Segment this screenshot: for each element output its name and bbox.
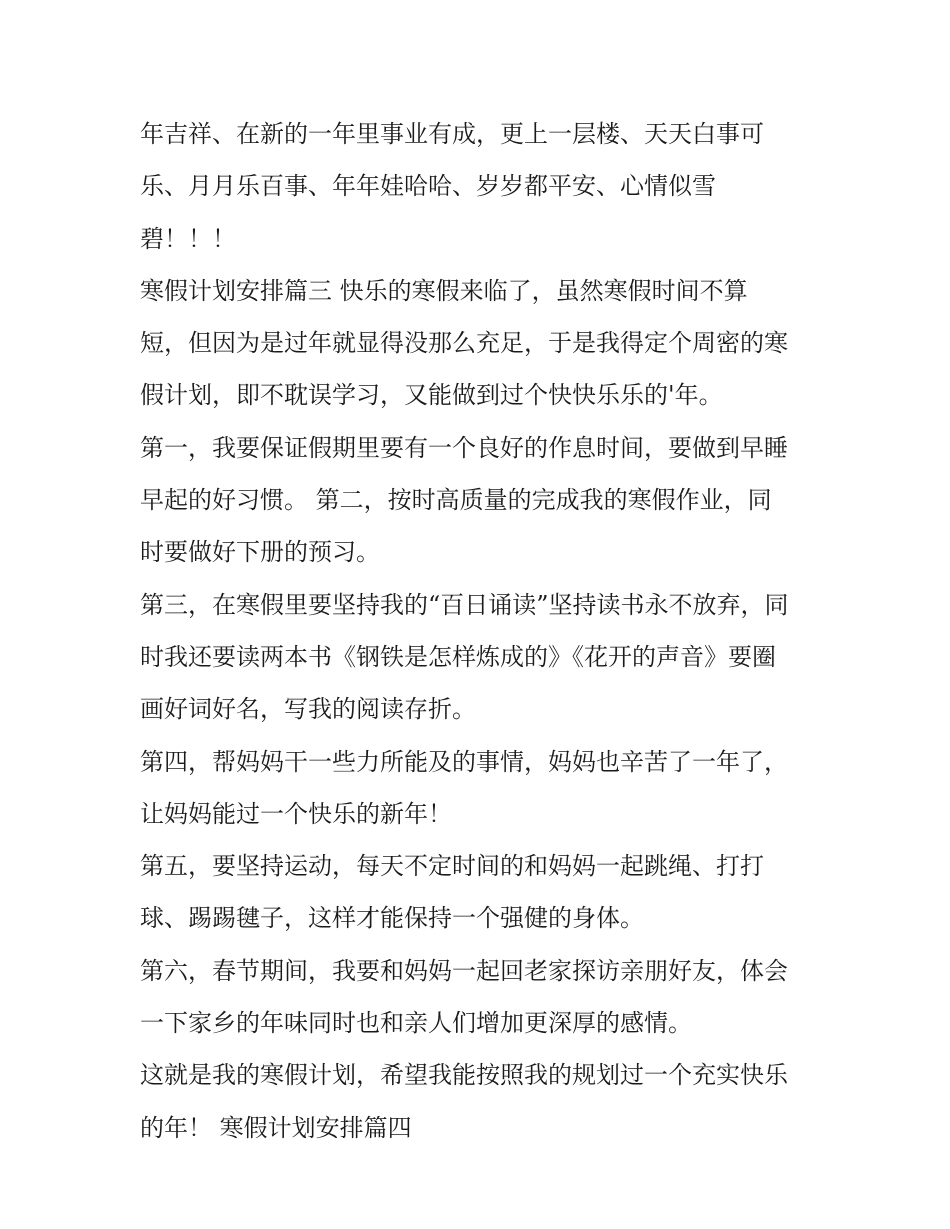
- text-line: 一下家乡的年味同时也和亲人们增加更深厚的感情。: [140, 1009, 692, 1038]
- text-line: 这就是我的寒假计划，希望我能按照我的规划过一个充实快乐: [140, 1061, 788, 1090]
- text-line: 时要做好下册的预习。: [140, 538, 380, 567]
- text-line: 时我还要读两本书《钢铁是怎样炼成的》《花开的声音》要圈: [140, 642, 776, 671]
- text-line: 年吉祥、在新的一年里事业有成，更上一层楼、天天白事可: [140, 120, 764, 148]
- text-line: 的年！ 寒假计划安排篇四: [140, 1113, 412, 1142]
- document-body: [140, 108, 830, 1154]
- text-line: 第三，在寒假里要坚持我的“百日诵读”坚持读书永不放弃，同: [140, 590, 789, 619]
- text-line: 乐、月月乐百事、年年娃哈哈、岁岁都平安、心情似雪: [140, 172, 716, 201]
- text-line: 碧！！！: [140, 224, 236, 253]
- text-line: 第五，要坚持运动，每天不定时间的和妈妈一起跳绳、打打: [140, 852, 764, 881]
- text-line: 第一，我要保证假期里要有一个良好的作息时间，要做到早睡: [140, 433, 788, 462]
- text-line: 第四，帮妈妈干一些力所能及的事情，妈妈也辛苦了一年了，: [140, 747, 788, 776]
- text-line: 早起的好习惯。 第二，按时高质量的完成我的寒假作业，同: [140, 486, 772, 515]
- text-line: 第六，春节期间，我要和妈妈一起回老家探访亲朋好友，体会: [140, 956, 788, 985]
- text-line: 画好词好名，写我的阅读存折。: [140, 695, 476, 724]
- text-line: 寒假计划安排篇三 快乐的寒假来临了，虽然寒假时间不算: [140, 276, 748, 305]
- text-line: 短，但因为是过年就显得没那么充足，于是我得定个周密的寒: [140, 329, 788, 358]
- text-line: 让妈妈能过一个快乐的新年！: [140, 799, 452, 828]
- text-line: 假计划，即不耽误学习，又能做到过个快快乐乐的'年。: [140, 381, 723, 410]
- text-line: 球、踢踢毽子，这样才能保持一个强健的身体。: [140, 904, 644, 933]
